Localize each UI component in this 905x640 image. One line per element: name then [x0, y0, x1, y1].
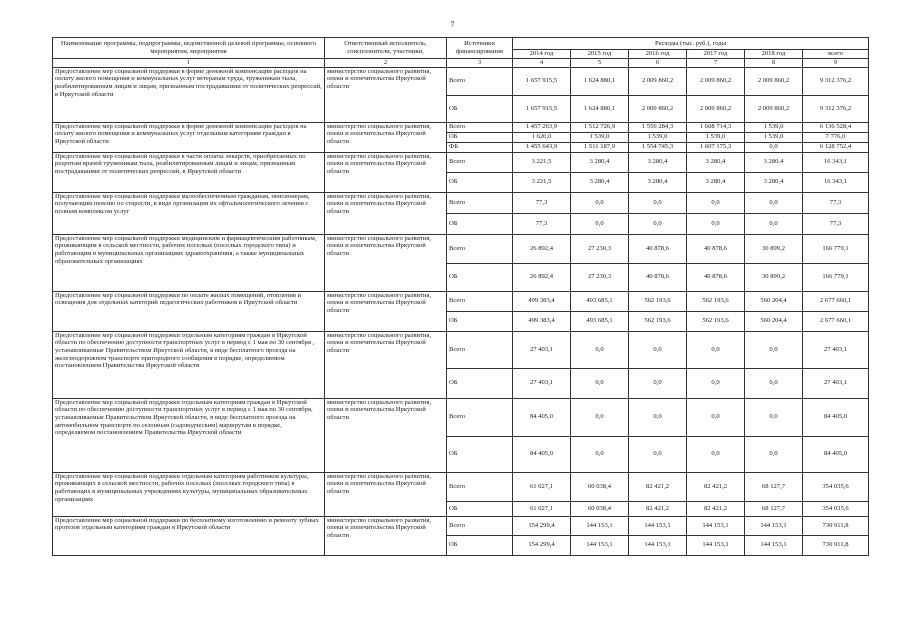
amount-2016: 82 421,2: [629, 472, 687, 501]
amount-2016: 0,0: [629, 368, 687, 398]
column-index: 8: [745, 59, 803, 68]
amount-2017: 82 421,2: [687, 501, 745, 516]
amount-total: 77,3: [803, 213, 869, 234]
amount-2014: 77,3: [513, 213, 571, 234]
amount-total: 354 035,6: [803, 472, 869, 501]
funding-source: ОБ: [447, 172, 513, 192]
column-index: 5: [571, 59, 629, 68]
amount-2018: 0,0: [745, 192, 803, 213]
measure-name: Предоставление мер социальной поддержки в форме денежной компенсации расходов на оплату жилого помещения и коммунальных услуг ветеранам труда, труженикам тыла, реабилитированным лицам и лицам, признанным пострадавшими от политических репрессий, в Иркутской области: [53, 67, 325, 122]
table-row: [53, 516, 869, 535]
amount-2016: 0,0: [629, 192, 687, 213]
amount-2014: 1 657 915,5: [513, 67, 571, 95]
amount-2016: 0,0: [629, 331, 687, 368]
funding-source: Всего: [447, 192, 513, 213]
amount-total: 2 677 660,1: [803, 311, 869, 331]
amount-2015: 60 038,4: [571, 472, 629, 501]
amount-2014: 77,3: [513, 192, 571, 213]
amount-2015: 144 153,1: [571, 516, 629, 535]
amount-2014: 84 405,0: [513, 398, 571, 436]
header-year-2018: 2018 год: [745, 50, 803, 59]
amount-2016: 82 421,2: [629, 501, 687, 516]
measure-name: Предоставление мер социальной поддержки отдельным категориям граждан в Иркутской области по обеспечению доступности транспортных услуг в период с 1 мая по 30 сентября, устанавливаемые Правительством Иркутской области, в виде бесплатного проезда на автомобильном транспорте по сезонным (садоводческим) маршрутам в порядке, определяемом постановлением Правительства Иркутской области: [53, 398, 325, 472]
table-body: [53, 67, 869, 555]
amount-2014: 26 892,4: [513, 263, 571, 291]
amount-2015: 493 685,1: [571, 311, 629, 331]
amount-2017: 3 280,4: [687, 172, 745, 192]
responsible-executor: министерство социального развития, опеки и попечительства Иркутской области: [325, 152, 447, 192]
amount-2014: 499 383,4: [513, 311, 571, 331]
amount-2015: 60 038,4: [571, 501, 629, 516]
header-year-2015: 2015 год: [571, 50, 629, 59]
table-row: [53, 291, 869, 311]
responsible-executor: министерство социального развития, опеки и попечительства Иркутской области: [325, 291, 447, 331]
table-row: [53, 331, 869, 368]
amount-2015: 0,0: [571, 192, 629, 213]
funding-source: Всего: [447, 291, 513, 311]
header-year-2016: 2016 год: [629, 50, 687, 59]
amount-2015: 1 624 880,1: [571, 95, 629, 122]
responsible-executor: министерство социального развития, опеки и попечительства Иркутской области: [325, 472, 447, 516]
amount-2015: 27 230,3: [571, 234, 629, 263]
amount-total: 84 405,0: [803, 436, 869, 472]
amount-2016: 2 009 860,2: [629, 95, 687, 122]
funding-source: Всего: [447, 398, 513, 436]
amount-2018: 30 899,2: [745, 234, 803, 263]
table-row: [53, 122, 869, 132]
amount-2018: 0,0: [745, 398, 803, 436]
measure-name: Предоставление мер социальной поддержки медицинским и фармацевтическим работникам, проживающим в сельской местности, рабочих поселках (поселках городского типа) и работающим в муниципальных организациях здравоохранения, а также муниципальных образовательных организациях: [53, 234, 325, 291]
amount-total: 27 403,1: [803, 368, 869, 398]
amount-2017: 1 607 175,3: [687, 142, 745, 152]
measure-name: Предоставление мер социальной поддержки отдельным категориям работников культуры, проживающих в сельской местности, рабочих поселках (поселках городского типа) в работающих в муниципальных учреждениях культуры, муниципальных образовательных организациях: [53, 472, 325, 516]
amount-2016: 1 556 284,3: [629, 122, 687, 132]
funding-source: ОБ: [447, 535, 513, 555]
amount-2017: 40 878,6: [687, 263, 745, 291]
amount-2016: 2 009 860,2: [629, 67, 687, 95]
amount-2014: 84 405,0: [513, 436, 571, 472]
amount-2015: 1 539,0: [571, 132, 629, 142]
column-index: 2: [325, 59, 447, 68]
amount-2015: 0,0: [571, 331, 629, 368]
amount-2018: 0,0: [745, 213, 803, 234]
column-index: 7: [687, 59, 745, 68]
header-year-2014: 2014 год: [513, 50, 571, 59]
amount-2017: 144 153,1: [687, 516, 745, 535]
amount-2014: 154 299,4: [513, 535, 571, 555]
amount-2017: 82 421,2: [687, 472, 745, 501]
amount-2017: 2 009 860,2: [687, 95, 745, 122]
responsible-executor: министерство социального развития, опеки и попечительства Иркутской области: [325, 122, 447, 152]
table-row: [53, 67, 869, 95]
amount-2014: 3 221,5: [513, 152, 571, 172]
funding-source: Всего: [447, 122, 513, 132]
amount-2016: 144 153,1: [629, 516, 687, 535]
amount-total: 730 911,8: [803, 516, 869, 535]
table-row: [53, 472, 869, 501]
amount-2016: 3 280,4: [629, 172, 687, 192]
amount-total: 166 779,1: [803, 234, 869, 263]
funding-source: Всего: [447, 331, 513, 368]
amount-2015: 0,0: [571, 368, 629, 398]
amount-total: 166 779,1: [803, 263, 869, 291]
amount-2014: 1 620,0: [513, 132, 571, 142]
amount-total: 16 343,1: [803, 172, 869, 192]
column-index: 4: [513, 59, 571, 68]
amount-2018: 0,0: [745, 368, 803, 398]
amount-2018: 144 153,1: [745, 516, 803, 535]
amount-2016: 0,0: [629, 436, 687, 472]
amount-2015: 0,0: [571, 398, 629, 436]
amount-2018: 30 899,2: [745, 263, 803, 291]
amount-2018: 144 153,1: [745, 535, 803, 555]
amount-2018: 1 539,0: [745, 122, 803, 132]
amount-2014: 26 892,4: [513, 234, 571, 263]
amount-2014: 61 027,1: [513, 472, 571, 501]
amount-2018: 0,0: [745, 436, 803, 472]
amount-2017: 2 009 860,2: [687, 67, 745, 95]
amount-total: 354 035,6: [803, 501, 869, 516]
amount-2014: 27 403,1: [513, 331, 571, 368]
amount-2016: 144 153,1: [629, 535, 687, 555]
amount-2015: 1 512 726,9: [571, 122, 629, 132]
amount-2014: 1 657 915,5: [513, 95, 571, 122]
amount-2015: 493 685,1: [571, 291, 629, 311]
amount-total: 9 312 376,2: [803, 67, 869, 95]
header-executor: Ответственный исполнитель, соисполнители, участники,: [325, 38, 447, 59]
amount-2016: 0,0: [629, 213, 687, 234]
amount-2014: 27 403,1: [513, 368, 571, 398]
funding-source: Всего: [447, 234, 513, 263]
amount-2015: 27 230,3: [571, 263, 629, 291]
responsible-executor: министерство социального развития, опеки и попечительства Иркутской области: [325, 398, 447, 472]
funding-source: ОБ: [447, 213, 513, 234]
measure-name: Предоставление мер социальной поддержки отдельным категориям граждан в Иркутской области по обеспечению доступности транспортных услуг в период с 1 мая по 30 сентября , устанавливаемые Правительством Иркутской области, в виде бесплатного проезда на железнодорожном транспорте пригородного сообщения в порядке, определяемом постановлением Правительства Иркутской области: [53, 331, 325, 398]
amount-2015: 3 280,4: [571, 172, 629, 192]
measure-name: Предоставление мер социальной поддержки по бесплатному изготовлению и ремонту зубных протезов отдельным категориям граждан в Иркутской области: [53, 516, 325, 555]
amount-2018: 68 127,7: [745, 472, 803, 501]
table-row: [53, 152, 869, 172]
amount-2015: 1 624 880,1: [571, 67, 629, 95]
column-index: 3: [447, 59, 513, 68]
amount-2016: 40 878,6: [629, 263, 687, 291]
amount-2017: 0,0: [687, 398, 745, 436]
amount-total: 7 776,0: [803, 132, 869, 142]
amount-2018: 2 009 860,2: [745, 95, 803, 122]
measure-name: Предоставление мер социальной поддержки малообеспеченным гражданам, пенсионерам, получающим пенсию по старости, в виде организации их офтальмологического лечения с полным комплексом услуг: [53, 192, 325, 234]
responsible-executor: министерство социального развития, опеки и попечительства Иркутской области: [325, 67, 447, 122]
funding-source: ОБ: [447, 311, 513, 331]
amount-2014: 61 027,1: [513, 501, 571, 516]
amount-total: 2 677 660,1: [803, 291, 869, 311]
funding-source: ОБ: [447, 263, 513, 291]
amount-total: 730 911,8: [803, 535, 869, 555]
amount-total: 77,3: [803, 192, 869, 213]
amount-2014: 1 455 643,9: [513, 142, 571, 152]
amount-2015: 3 280,4: [571, 152, 629, 172]
amount-2018: 2 009 860,2: [745, 67, 803, 95]
amount-2018: 560 204,4: [745, 311, 803, 331]
amount-2018: 0,0: [745, 142, 803, 152]
funding-source: Всего: [447, 516, 513, 535]
amount-2017: 0,0: [687, 368, 745, 398]
page-number: 7: [450, 20, 455, 29]
amount-2017: 40 878,6: [687, 234, 745, 263]
column-index: 6: [629, 59, 687, 68]
amount-2018: 0,0: [745, 331, 803, 368]
funding-source: Всего: [447, 472, 513, 501]
funding-source: ОБ: [447, 436, 513, 472]
amount-2014: 3 221,5: [513, 172, 571, 192]
amount-total: 16 343,1: [803, 152, 869, 172]
amount-2017: 0,0: [687, 192, 745, 213]
amount-2017: 0,0: [687, 436, 745, 472]
funding-source: ФБ: [447, 142, 513, 152]
amount-2016: 562 193,6: [629, 311, 687, 331]
amount-2018: 3 280,4: [745, 152, 803, 172]
funding-source: ОБ: [447, 501, 513, 516]
header-year-2017: 2017 год: [687, 50, 745, 59]
header-source: Источники финансирования: [447, 38, 513, 59]
responsible-executor: министерство социального развития, опеки и попечительства Иркутской области: [325, 234, 447, 291]
amount-total: 84 405,0: [803, 398, 869, 436]
amount-2017: 562 193,6: [687, 311, 745, 331]
amount-2014: 154 299,4: [513, 516, 571, 535]
table-row: [53, 192, 869, 213]
measure-name: Предоставление мер социальной поддержки по оплате жилых помещений, отопления и освещения для отдельных категорий педагогических работников в Иркутской области: [53, 291, 325, 331]
amount-2016: 40 878,6: [629, 234, 687, 263]
amount-2015: 144 153,1: [571, 535, 629, 555]
amount-2018: 68 127,7: [745, 501, 803, 516]
amount-2017: 1 608 714,3: [687, 122, 745, 132]
amount-2015: 0,0: [571, 213, 629, 234]
amount-2016: 562 193,6: [629, 291, 687, 311]
responsible-executor: министерство социального развития, опеки и попечительства Иркутской области: [325, 331, 447, 398]
amount-2014: 1 457 263,9: [513, 122, 571, 132]
amount-2016: 3 280,4: [629, 152, 687, 172]
amount-2018: 1 539,0: [745, 132, 803, 142]
measure-name: Предоставление мер социальной поддержки в части оплаты лекарств, приобретаемых по рецептам врачей труженикам тыла, реабилитированным лицам и лицам, признанным пострадавшими от политических репрессий, в Иркутской области: [53, 152, 325, 192]
table-row: [53, 234, 869, 263]
responsible-executor: министерство социального развития, опеки и попечительства Иркутской области: [325, 516, 447, 555]
funding-source: ОБ: [447, 368, 513, 398]
amount-2017: 0,0: [687, 331, 745, 368]
amount-total: 6 136 528,4: [803, 122, 869, 132]
amount-2016: 1 539,0: [629, 132, 687, 142]
amount-total: 6 128 752,4: [803, 142, 869, 152]
amount-2015: 1 511 187,9: [571, 142, 629, 152]
amount-2017: 562 193,6: [687, 291, 745, 311]
column-index: 9: [803, 59, 869, 68]
table-row: [53, 398, 869, 436]
amount-2016: 1 554 745,3: [629, 142, 687, 152]
measure-name: Предоставление мер социальной поддержки в форме денежной компенсации расходов на оплату жилого помещения и коммунальных услуг отдельным категориям граждан в Иркутской области: [53, 122, 325, 152]
amount-2015: 0,0: [571, 436, 629, 472]
header-total: всего: [803, 50, 869, 59]
amount-2018: 3 280,4: [745, 172, 803, 192]
amount-total: 27 403,1: [803, 331, 869, 368]
funding-source: Всего: [447, 67, 513, 95]
amount-2016: 0,0: [629, 398, 687, 436]
header-expenses: Расходы (тыс. руб.), годы: [513, 38, 869, 50]
amount-total: 9 312 376,2: [803, 95, 869, 122]
amount-2017: 144 153,1: [687, 535, 745, 555]
funding-source: ОБ: [447, 95, 513, 122]
amount-2017: 1 539,0: [687, 132, 745, 142]
amount-2017: 0,0: [687, 213, 745, 234]
header-name: Наименование программы, подпрограммы, ведомственной целевой программы, основного мероприятия, мероприятия: [53, 38, 325, 59]
responsible-executor: министерство социального развития, опеки и попечительства Иркутской области: [325, 192, 447, 234]
amount-2018: 560 204,4: [745, 291, 803, 311]
funding-source: Всего: [447, 152, 513, 172]
amount-2014: 499 383,4: [513, 291, 571, 311]
amount-2017: 3 280,4: [687, 152, 745, 172]
funding-source: ОБ: [447, 132, 513, 142]
column-index: 1: [53, 59, 325, 68]
program-budget-table: [52, 37, 869, 556]
